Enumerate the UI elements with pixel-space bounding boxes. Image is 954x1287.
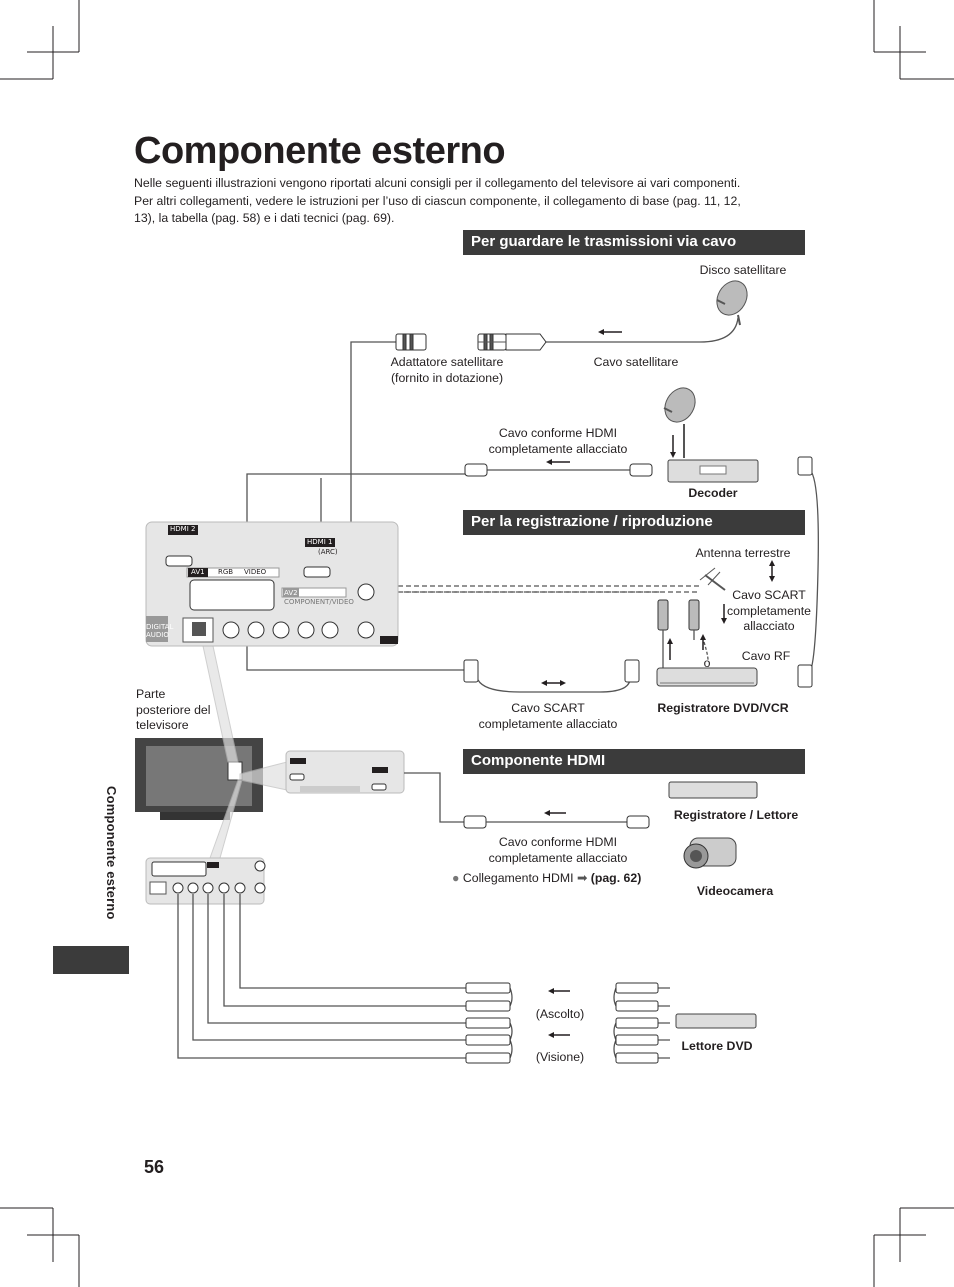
label-sat-adapter	[372, 355, 522, 386]
rca-cables	[178, 894, 670, 1058]
decoder-box	[668, 460, 758, 482]
hdmi-recorder	[669, 782, 757, 798]
camcorder-illustration	[684, 838, 736, 868]
scart-cable-right	[810, 470, 818, 672]
panel-video-label: VIDEO	[244, 568, 267, 576]
label-hdmi-cable-2-line-2: completamente allacciato	[488, 850, 628, 865]
intro-line-2: Per altri collegamenti, vedere le istruzioni per l’uso di ciascun componente, il collegamento di base (pag. 11, 12,	[134, 193, 741, 208]
label-scart-right-line-1: Cavo SCART	[732, 588, 806, 602]
label-decoder: Decoder	[688, 486, 738, 500]
satellite-dish-2	[659, 382, 701, 458]
component-panel	[146, 858, 265, 904]
rf-cables	[373, 586, 700, 600]
label-tv-back-line-2: posteriore del	[136, 702, 211, 717]
hdmi-mini-panel	[286, 751, 404, 793]
label-hdmi-cable-2	[478, 835, 638, 866]
label-scart-right	[724, 588, 814, 635]
intro-line-1: Nelle seguenti illustrazioni vengono riportati alcuni consigli per il collegamento del televisore ai vari componenti.	[134, 176, 741, 190]
section-bar-hdmi: Componente HDMI	[463, 749, 805, 774]
label-hdmi-cable-1-line-1: Cavo conforme HDMI	[498, 426, 618, 440]
satellite-adapter-connector	[396, 334, 546, 350]
panel-digital-audio-label: DIGITAL AUDIO	[146, 623, 174, 639]
intro-text	[134, 175, 794, 228]
hdmi-link-page-ref[interactable]: (pag. 62)	[590, 871, 642, 885]
panel-rgb-label: RGB	[218, 568, 234, 576]
label-tv-back-line-1: Parte	[136, 687, 166, 701]
dvd-player	[676, 1014, 756, 1028]
panel-av1-label: AV1	[191, 568, 205, 576]
label-satellite-dish: Disco satellitare	[699, 263, 787, 277]
label-hdmi-cable-2-line-1: Cavo conforme HDMI	[498, 835, 618, 849]
label-scart-bottom-line-1: Cavo SCART	[511, 701, 585, 715]
label-tv-back-line-3: televisore	[136, 718, 189, 732]
scart-cable-bottom	[247, 640, 630, 692]
hdmi-link-text: Collegamento HDMI	[462, 871, 574, 885]
section-bar-cable: Per guardare le trasmissioni via cavo	[463, 230, 805, 255]
intro-line-3: 13), la tabella (pag. 58) e i dati tecnici (pag. 69).	[134, 211, 395, 225]
label-scart-right-line-2: completamente	[726, 603, 812, 618]
page-number: 56	[144, 1157, 165, 1177]
label-hdmi-device: Registratore / Lettore	[673, 808, 799, 822]
label-rf-cable: Cavo RF	[741, 649, 791, 663]
antenna	[700, 568, 725, 590]
side-tab-marker	[53, 946, 129, 974]
rf-plugs	[658, 600, 699, 630]
label-camcorder: Videocamera	[696, 884, 774, 898]
label-dvd-player: Lettore DVD	[681, 1039, 753, 1053]
section-bar-recording: Per la registrazione / riproduzione	[463, 510, 805, 535]
panel-arc-label: (ARC)	[318, 548, 338, 556]
label-recorder: Registratore DVD/VCR	[657, 701, 789, 715]
label-viewing: (Visione)	[535, 1050, 585, 1064]
label-scart-bottom	[468, 701, 628, 732]
label-scart-right-line-3: allacciato	[743, 619, 795, 633]
label-listening: (Ascolto)	[535, 1007, 585, 1021]
satellite-dish-1	[711, 275, 753, 325]
label-sat-adapter-line-1: Adattatore satellitare	[390, 355, 504, 369]
label-hdmi-cable-1	[478, 426, 638, 457]
label-sat-cable: Cavo satellitare	[593, 355, 679, 369]
label-antenna: Antenna terrestre	[695, 546, 791, 560]
arrow-right-icon: ➡	[577, 871, 588, 885]
tv-connector-panel	[146, 522, 398, 646]
panel-av2-label: AV2	[284, 589, 298, 597]
bullet-icon: ●	[452, 871, 460, 885]
panel-hdmi1-label: HDMI 1	[307, 538, 333, 546]
label-tv-back	[136, 687, 226, 734]
page-title: Componente esterno	[134, 130, 506, 172]
label-or: o	[703, 656, 711, 670]
panel-component-label: COMPONENT/VIDEO	[284, 598, 354, 606]
label-hdmi-cable-1-line-2: completamente allacciato	[488, 441, 628, 456]
side-tab-label: Componente esterno	[104, 786, 119, 920]
label-scart-bottom-line-2: completamente allacciato	[478, 716, 618, 731]
label-sat-adapter-line-2: (fornito in dotazione)	[390, 370, 504, 385]
panel-hdmi2-label: HDMI 2	[170, 525, 196, 533]
hdmi-link-note	[452, 871, 672, 887]
